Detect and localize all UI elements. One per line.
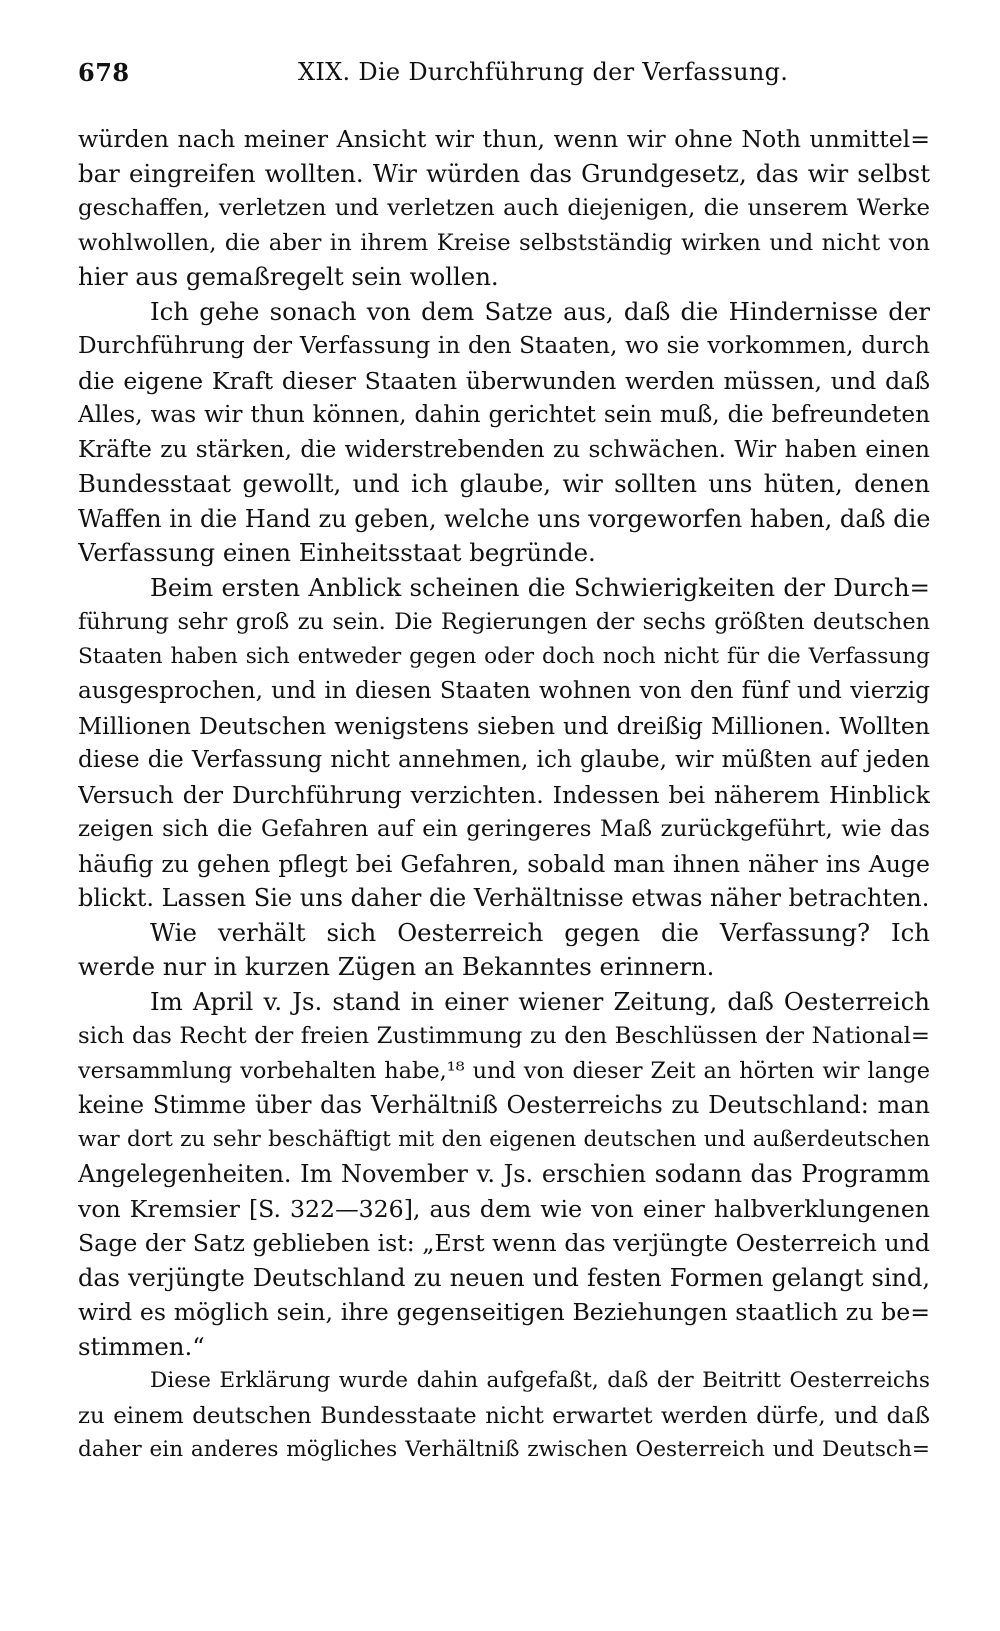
text-line: Wie verhält sich Oesterreich gegen die Verfassung? Ich bbox=[150, 917, 930, 947]
text-line: zeigen sich die Gefahren auf ein geringeres Maß zurückgeführt, wie das bbox=[78, 816, 930, 842]
paragraph bbox=[78, 295, 930, 571]
text-line: ausgesprochen, und in diesen Staaten wohnen von den fünf und vierzig bbox=[78, 677, 930, 704]
text-line: das verjüngte Deutschland zu neuen und festen Formen gelangt sind, bbox=[78, 1263, 930, 1292]
text-line: Durchführung der Verfassung in den Staaten, wo sie vorkommen, durch bbox=[78, 332, 930, 359]
text-line: Kräfte zu stärken, die widerstrebenden zu schwächen. Wir haben einen bbox=[78, 435, 930, 463]
text-line: Millionen Deutschen wenigstens sieben und dreißig Millionen. Wollten bbox=[78, 711, 930, 740]
text-line: blickt. Lassen Sie uns daher die Verhältnisse etwas näher betrachten. bbox=[78, 884, 930, 912]
text-line: Ich gehe sonach von dem Satze aus, daß die Hindernisse der bbox=[150, 296, 930, 326]
paragraph bbox=[78, 1364, 930, 1468]
text-line: sich das Recht der freien Zustimmung zu den Beschlüssen der National= bbox=[78, 1023, 930, 1049]
text-line: stimmen.“ bbox=[78, 1331, 205, 1361]
text-line: Beim ersten Anblick scheinen die Schwierigkeiten der Durch= bbox=[150, 572, 930, 602]
text-line: Versuch der Durchführung verzichten. Indessen bei näherem Hinblick bbox=[78, 780, 930, 809]
text-line: häufig zu gehen pflegt bei Gefahren, sobald man ihnen näher ins Auge bbox=[78, 849, 930, 878]
text-line: Alles, was wir thun können, dahin gerichtet sein muß, die befreundeten bbox=[78, 401, 930, 428]
text-line: daher ein anderes mögliches Verhältniß zwischen Oesterreich und Deutsch= bbox=[78, 1437, 930, 1462]
text-line: war dort zu sehr beschäftigt mit den eigenen deutschen und außerdeutschen bbox=[78, 1126, 930, 1152]
running-head: XIX. Die Durchführung der Verfassung. bbox=[298, 58, 789, 86]
paragraph bbox=[78, 571, 930, 916]
text-line: Sage der Satz geblieben ist: „Erst wenn das verjüngte Oesterreich und bbox=[78, 1229, 930, 1257]
text-line: geschaffen, verletzen und verletzen auch diejenigen, die unserem Werke bbox=[78, 195, 930, 221]
text-line: werde nur in kurzen Zügen an Bekanntes erinnern. bbox=[78, 952, 715, 981]
text-line: bar eingreifen wollten. Wir würden das Grundgesetz, das wir selbst bbox=[78, 158, 930, 188]
text-line: führung sehr groß zu sein. Die Regierungen der sechs größten deutschen bbox=[78, 609, 930, 635]
text-line: zu einem deutschen Bundesstaate nicht erwartet werden dürfe, und daß bbox=[78, 1402, 930, 1429]
text-line: Verfassung einen Einheitsstaat begründe. bbox=[78, 538, 596, 567]
text-line: würden nach meiner Ansicht wir thun, wenn wir ohne Noth unmittel= bbox=[78, 125, 930, 153]
text-line: keine Stimme über das Verhältniß Oesterreichs zu Deutschland: man bbox=[78, 1091, 930, 1119]
text-line: die eigene Kraft dieser Staaten überwunden werden müssen, und daß bbox=[78, 366, 930, 395]
text-line: Waffen in die Hand zu geben, welche uns vorgeworfen haben, daß die bbox=[78, 504, 930, 533]
text-line: wohlwollen, die aber in ihrem Kreise selbstständig wirken und nicht von bbox=[78, 229, 930, 256]
text-line: Angelegenheiten. Im November v. Js. erschien sodann das Programm bbox=[78, 1160, 930, 1188]
text-line: Bundesstaat gewollt, und ich glaube, wir sollten uns hüten, denen bbox=[78, 469, 930, 498]
page-number: 678 bbox=[78, 58, 130, 87]
text-line: Im April v. Js. stand in einer wiener Zeitung, daß Oesterreich bbox=[150, 986, 930, 1016]
text-line: wird es möglich sein, ihre gegenseitigen Beziehungen staatlich zu be= bbox=[78, 1298, 930, 1326]
text-line: hier aus gemaßregelt sein wollen. bbox=[78, 262, 499, 291]
text-line: von Kremsier [S. 322—326], aus dem wie von einer halbverklungenen bbox=[78, 1194, 930, 1223]
text-line: Staaten haben sich entweder gegen oder doch noch nicht für die Verfassung bbox=[78, 643, 930, 669]
text-line: Diese Erklärung wurde dahin aufgefaßt, daß der Beitritt Oesterreichs bbox=[150, 1368, 930, 1393]
body-text bbox=[78, 122, 930, 1468]
text-line: diese die Verfassung nicht annehmen, ich glaube, wir müßten auf jeden bbox=[78, 746, 930, 773]
paragraph bbox=[78, 916, 930, 985]
paragraph bbox=[78, 122, 930, 295]
text-line: versammlung vorbehalten habe,¹⁸ und von dieser Zeit an hörten wir lange bbox=[78, 1057, 930, 1084]
paragraph bbox=[78, 985, 930, 1365]
page-header bbox=[78, 58, 930, 92]
